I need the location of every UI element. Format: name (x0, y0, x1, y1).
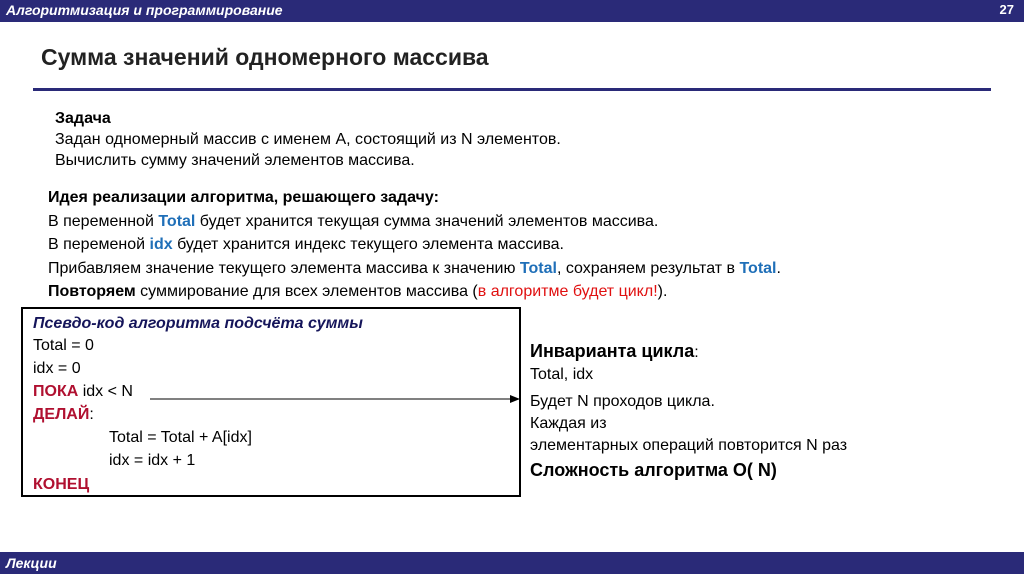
arrow-icon (150, 391, 522, 407)
pseudocode-header: Псевдо-код алгоритма подсчёта суммы (33, 315, 363, 332)
pseudocode-body-line: idx = idx + 1 (109, 452, 196, 469)
variable-total: Total (739, 259, 777, 277)
invariant-heading: Инварианта цикла (530, 341, 695, 361)
idea-text: . (776, 259, 781, 277)
header-bar (0, 0, 1024, 22)
idea-text: будет хранится индекс текущего элемента массива. (172, 236, 564, 253)
ops-text-1: Каждая из (530, 415, 607, 432)
complexity-text: Сложность алгоритма O( N) (530, 460, 777, 480)
footer-bar (0, 552, 1024, 574)
loop-note: в алгоритме будет цикл! (477, 283, 658, 300)
pseudocode-while-line (33, 383, 133, 401)
page-number: 27 (999, 2, 1014, 17)
idea-line-1 (48, 210, 781, 234)
invariant-vars: Total, idx (530, 366, 594, 383)
idea-line-4 (48, 280, 781, 304)
idea-text: , сохраняем результат в (556, 259, 740, 277)
pseudocode-line: idx = 0 (33, 360, 81, 377)
keyword-do: ДЕЛАЙ (33, 406, 90, 423)
passes-text: Будет N проходов цикла. (530, 393, 715, 410)
invariant-heading-line (530, 341, 699, 362)
idea-line-3 (48, 257, 781, 281)
task-line-2: Вычислить сумму значений элементов массива. (55, 152, 415, 169)
variable-total: Total (158, 212, 196, 230)
idea-text: суммирование для всех элементов массива ( (135, 283, 478, 300)
pseudocode-line: Total = 0 (33, 337, 94, 354)
slide-title: Сумма значений одномерного массива (41, 44, 489, 70)
idea-text: будет хранится текущая сумма значений элементов массива. (195, 212, 659, 230)
footer-label: Лекции (6, 555, 57, 571)
keyword-end: КОНЕЦ (33, 476, 90, 493)
idea-text: В переменой (48, 236, 150, 253)
task-label: Задача (55, 110, 111, 127)
idea-text: В переменной (48, 212, 159, 230)
pseudocode-body-line: Total = Total + A[idx] (109, 429, 252, 446)
ops-text-2: элементарных операций повторится N раз (530, 437, 848, 454)
do-colon: : (89, 406, 94, 423)
invariant-colon: : (694, 344, 699, 361)
keyword-while: ПОКА (33, 383, 79, 400)
title-divider (33, 88, 991, 91)
pseudocode-do-line (33, 406, 94, 424)
variable-idx: idx (149, 236, 173, 253)
variable-total: Total (519, 259, 557, 277)
repeat-keyword: Повторяем (48, 283, 136, 300)
idea-block (48, 186, 781, 304)
course-title: Алгоритмизация и программирование (6, 2, 283, 18)
task-block (55, 108, 561, 171)
idea-line-2 (48, 233, 781, 257)
task-line-1: Задан одномерный массив с именем А, состоящий из N элементов. (55, 131, 561, 148)
idea-text: Прибавляем значение текущего элемента массива к значению (48, 259, 520, 277)
idea-heading: Идея реализации алгоритма, решающего задачу: (48, 189, 439, 206)
idea-text: ). (657, 283, 668, 300)
loop-condition: idx < N (78, 383, 133, 400)
